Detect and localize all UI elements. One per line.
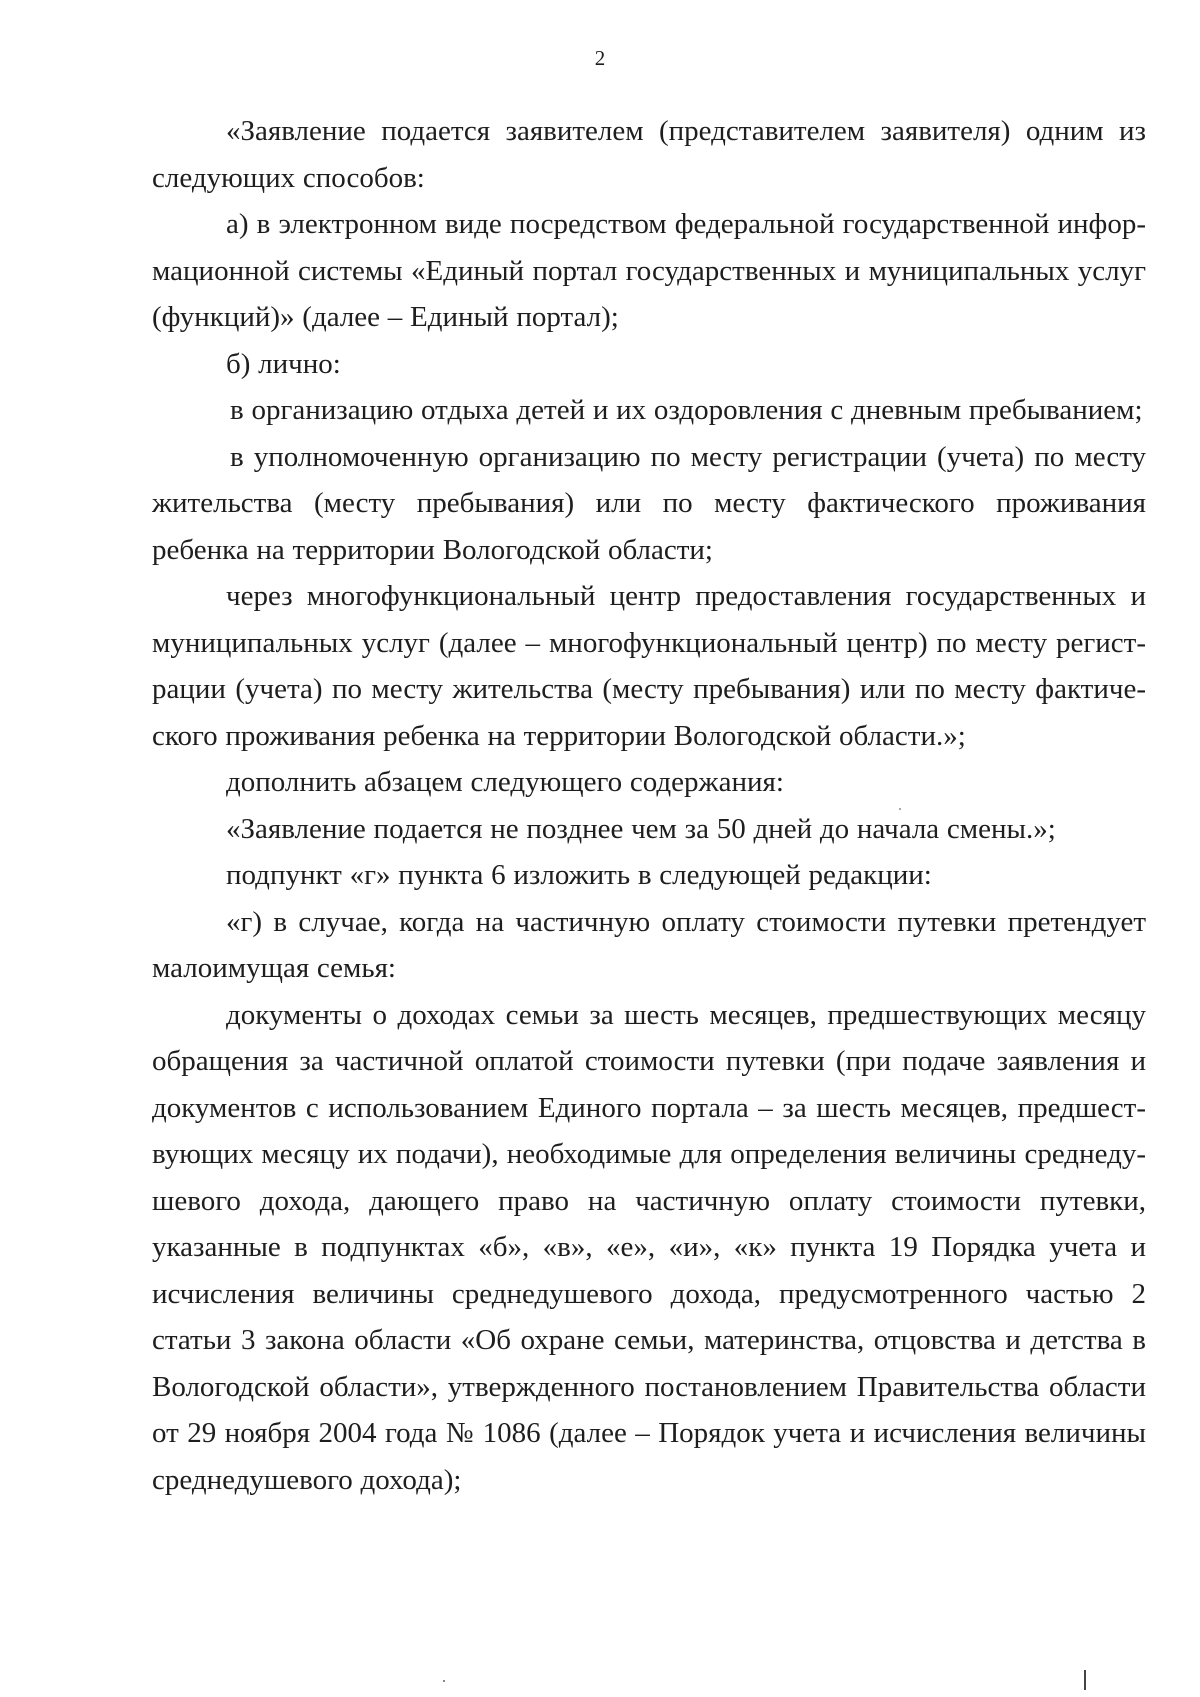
page-number: 2 bbox=[594, 46, 606, 70]
paragraph-multifunctional-center: через многофункциональный центр предоставления государственных и муниципальных услуг (далее – многофункциональный центр) по месту регистрации (учета) по месту жительства (месту пребывания) или по месту фактического проживания ребенка на территории Вологодской области.»; bbox=[152, 580, 1146, 752]
paragraph-subclause-g-low-income: «г) в случае, когда на частичную оплату стоимости путевки претендует малоимущая семья: bbox=[152, 905, 1146, 984]
paragraph-add-clause: дополнить абзацем следующего содержания: bbox=[226, 766, 784, 798]
paragraph-application-methods: «Заявление подается заявителем (представителем заявителя) одним из следующих способов: bbox=[152, 115, 1146, 194]
paragraph-authorized-organization: в уполномоченную организацию по месту регистрации (учета) по месту жительства (месту пребывания) или по месту фактического проживания ребенка на территории Вологодской области; bbox=[152, 440, 1146, 566]
document-body bbox=[152, 108, 1146, 1503]
scan-artifact-mark bbox=[1084, 1670, 1086, 1690]
paragraph-subclause-g-heading: подпункт «г» пункта 6 изложить в следующей редакции: bbox=[226, 859, 932, 891]
scan-artifact-dot bbox=[443, 1680, 445, 1682]
scan-artifact-dot bbox=[899, 808, 901, 810]
paragraph-recreation-organization: в организацию отдыха детей и их оздоровления с дневным пребыванием; bbox=[230, 394, 1143, 426]
paragraph-deadline-50-days: «Заявление подается не позднее чем за 50 дней до начала смены.»; bbox=[226, 812, 1056, 845]
paragraph-item-b-in-person: б) лично: bbox=[226, 347, 341, 380]
paragraph-item-a-electronic: а) в электронном виде посредством федеральной государственной информационной системы «Единый портал государственных и муниципальных услуг (функций)» (далее – Единый портал); bbox=[152, 208, 1146, 333]
paragraph-income-documents: документы о доходах семьи за шесть месяцев, предшествующих месяцу обращения за частичной оплатой стоимости путевки (при подаче заявления и документов с использованием Единого портала – за шесть месяцев, предшествующих месяцу их подачи), необходимые для определения величины среднедушевого дохода, дающего право на частичную оплату стоимости путевки, указанные в подпунктах «б», «в», «е», «и», «к» пункта 19 Порядка учета и исчисления величины среднедушевого дохода, предусмотренного частью 2 статьи 3 закона области «Об охране семьи, материнства, отцовства и детства в Вологодской области», утвержденного постановлением Правительства области от 29 ноября 2004 года № 1086 (далее – Порядок учета и исчисления величины среднедушевого дохода); bbox=[152, 998, 1146, 1496]
